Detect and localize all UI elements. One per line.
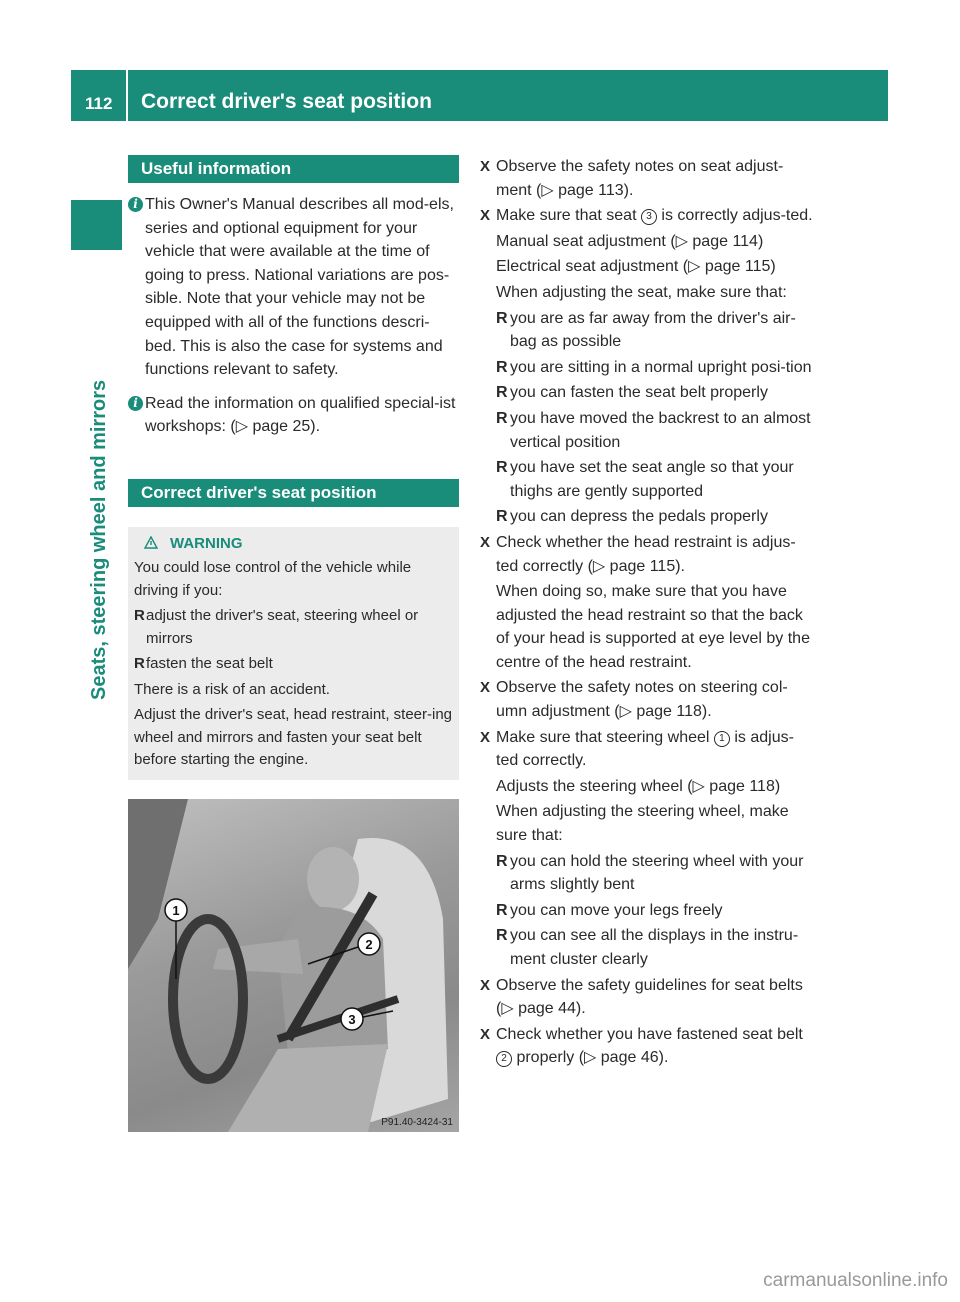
section-heading: Correct driver's seat position [128,479,459,507]
page-title: Correct driver's seat position [141,90,432,113]
right-column [480,155,813,1070]
list-item: R you have moved the backrest to an almost vertical position [480,407,813,454]
instruction-step: X Check whether the head restraint is adjus-ted correctly (▷ page 115). [480,531,813,578]
driver-seat-figure [128,799,459,1132]
bullet-icon: R [496,901,508,919]
callout-2: 2 [365,936,373,952]
step-arrow-icon: X [480,728,491,746]
callout-1: 1 [172,902,180,918]
instruction-step: X Make sure that seat 3 is correctly adjus-ted. [480,204,813,228]
list-item: R you can hold the steering wheel with your arms slightly bent [480,850,813,897]
warning-risk: There is a risk of an accident. [134,680,330,698]
bullet-icon: R [496,384,508,402]
step-subtext: Adjusts the steering wheel (▷ page 118) [496,777,781,795]
seat-belt-number-2: 2 [496,1051,512,1067]
list-item: R you are as far away from the driver's air-bag as possible [480,307,813,354]
bullet-icon: R [496,409,508,427]
figure-code: P91.40-3424-31 [381,1116,453,1128]
header-divider [126,70,128,121]
list-item: R you have set the seat angle so that your thighs are gently supported [480,456,813,503]
page-number: 112 [85,94,113,113]
info-icon: i [128,396,143,411]
instruction-step: X Observe the safety guidelines for seat belts (▷ page 44). [480,974,813,1021]
list-item: R you are sitting in a normal upright posi-tion [480,356,813,380]
warning-intro: You could lose control of the vehicle while driving if you: [134,559,412,599]
step-subtext: When adjusting the steering wheel, make sure that: [496,803,789,845]
info-note [128,392,459,439]
list-item: R you can move your legs freely [480,899,813,923]
instruction-step: X Make sure that steering wheel 1 is adjus-ted correctly. [480,726,813,773]
list-item: R you can fasten the seat belt properly [480,381,813,405]
warning-header [134,533,453,556]
step-arrow-icon: X [480,533,491,551]
seat-number-3: 3 [641,209,657,225]
page-header [71,70,888,121]
warning-bullet: R fasten the seat belt [134,653,453,676]
chapter-tab [71,200,122,250]
warning-bullet: R adjust the driver's seat, steering wheel or mirrors [134,607,419,647]
steering-wheel-number-1: 1 [714,731,730,747]
left-column [128,155,459,1132]
bullet-icon: R [496,927,508,945]
warning-triangle-icon [144,536,158,549]
bullet-icon: R [134,655,145,673]
step-arrow-icon: X [480,207,491,225]
step-arrow-icon: X [480,976,491,994]
step-arrow-icon: X [480,679,491,697]
warning-box [128,527,459,780]
step-arrow-icon: X [480,158,491,175]
driver-illustration [128,799,459,1132]
bullet-icon: R [496,459,508,477]
info-note [128,193,459,382]
bullet-icon: R [496,508,508,526]
step-arrow-icon: X [480,1025,491,1043]
useful-info-heading: Useful information [128,155,459,183]
bullet-icon: R [496,852,508,870]
step-subtext: Manual seat adjustment (▷ page 114) [496,232,764,250]
step-subtext: When doing so, make sure that you have adjusted the head restraint so that the back of your head is supported at eye level by the centre of the head restraint. [496,583,810,671]
watermark: carmanualsonline.info [763,1270,948,1291]
step-subtext: When adjusting the seat, make sure that: [496,283,787,301]
list-item: R you can see all the displays in the instru-ment cluster clearly [480,924,813,971]
list-item: R you can depress the pedals properly [480,505,813,529]
warning-action: Adjust the driver's seat, head restraint, steer-ing wheel and mirrors and fasten your seat belt before starting the engine. [134,706,453,769]
instruction-step: X Observe the safety notes on seat adjust-ment (▷ page 113). [480,155,813,202]
bullet-icon: R [496,358,508,376]
info-icon: i [128,197,143,212]
bullet-icon: R [496,309,508,327]
info-note-text: This Owner's Manual describes all mod-els, series and optional equipment for your vehicle that were available at the time of going to press. National variations are pos-sible. Note that your vehicle may not be equipped with all of the functions descri-bed. This is also the case for systems and functions relevant to safety. [145,196,454,379]
warning-label: WARNING [170,534,243,552]
instruction-step: X Check whether you have fastened seat belt 2 properly (▷ page 46). [480,1023,813,1070]
info-note-text: Read the information on qualified special-ist workshops: (▷ page 25). [145,394,456,436]
chapter-label: Seats, steering wheel and mirrors [88,379,110,700]
bullet-icon: R [134,607,145,625]
instruction-step: X Observe the safety notes on steering col-umn adjustment (▷ page 118). [480,676,813,723]
callout-3: 3 [348,1011,356,1027]
step-subtext: Electrical seat adjustment (▷ page 115) [496,258,776,276]
